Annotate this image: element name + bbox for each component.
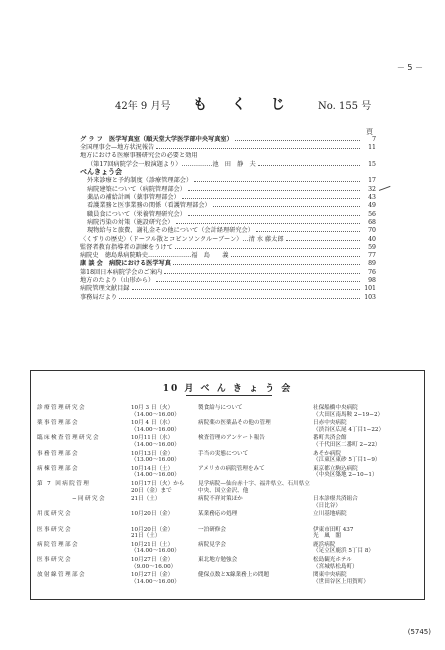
toc-entry-page: 40 [368,235,376,243]
table-of-contents [80,135,376,301]
schedule-venue-line: 光 風 閣 [313,533,341,540]
schedule-date [131,481,193,494]
toc-entry-title: 康 談 会 病院における医学写真 [80,260,171,268]
schedule-group-name [37,435,129,442]
schedule-group-name [37,405,129,412]
schedule-date [131,405,193,418]
schedule-group-name-line: 医事研究会 [37,526,72,533]
toc-entry-title: 第18回日本病院学会のご案内 [80,268,163,276]
schedule-topic-line: 病院不祥対策ほか [198,496,243,503]
schedule-topic [198,420,313,427]
footer-code: (5745) [407,628,431,636]
toc-entry-page: 7 [372,136,376,143]
toc-entry-page: 32 [368,185,376,193]
toc-entry-title: 職員食について（栄養管理研究会） [87,210,186,218]
toc-leader-dots [188,210,360,216]
schedule-venue-line: （日比谷） [313,502,341,509]
schedule-topic [198,481,313,494]
schedule-topic [198,542,313,549]
schedule-date-line: 10月27日（金） [131,572,174,579]
toc-leader-dots [188,185,360,191]
page-column-label: 頁 [366,128,373,136]
schedule-group-name-line: 事務管理部会 [37,450,79,457]
schedule-date-line: 10月20日（金） [131,511,174,518]
schedule-date-line: 10月27日（金） [131,557,174,563]
schedule-venue [313,527,423,540]
schedule-venue-line: 松島観光ホテル [313,557,352,563]
schedule-date [131,557,193,570]
toc-entry-title: 〈くすりの歴史〉（ドーフル散とコビンソンクルーブーン）…清 水 藤太郎 [80,235,284,243]
toc-entry-page: 17 [368,177,376,185]
schedule-venue-line: （大田区南馬鞍 2−19−2） [313,411,384,418]
schedule-venue [313,572,423,585]
schedule-date-line: （13.00〜16.00） [131,457,180,464]
schedule-group-name [37,496,129,503]
schedule-venue [313,420,423,433]
schedule-date-line: （9.00〜16.00） [131,563,177,570]
schedule-date-line: 21日（土） [131,533,161,540]
toc-entry-title: 病院建築について（病院管理部会） [87,185,186,193]
toc-entry-title: 外来診療と予約制度（診療管理部会） [87,177,193,185]
schedule-venue-line: （渋谷区広尾 4丁目1−22） [313,426,385,433]
schedule-venue-line: 立川基地病院 [313,511,347,518]
schedule-group-name [37,511,129,518]
toc-leader-dots [175,243,360,249]
toc-entry-title: べんきょう会 [80,168,122,177]
schedule-date-line: （14.00〜16.00） [131,472,180,479]
schedule-date [131,542,193,555]
schedule-title-rule [186,395,272,396]
toc-entry [80,218,376,226]
toc-leader-dots [119,293,360,299]
schedule-venue [313,557,423,570]
schedule-topic [198,466,313,473]
schedule-date [131,527,193,540]
toc-leader-dots [156,143,360,149]
schedule-topic [198,451,313,458]
schedule-topic-line: 見学病院—仙台赤十字、福井県立、石川県立中央、国立金沢、他 [198,481,310,494]
toc-entry-title: 病院史 徳島県病院略史…………………福 島 義 [80,252,229,260]
toc-entry [80,168,376,176]
toc-entry-page: 89 [368,260,376,268]
schedule-topic [198,527,313,534]
schedule-date-line: 10月13日（金） [131,450,174,457]
toc-entry [80,235,376,243]
toc-entry-title: 事務局だより [80,293,118,301]
schedule-group-name-line: 医事研究会 [37,557,72,563]
schedule-date-line: 21日（土） [131,496,161,503]
schedule-venue-line: あそか病院 [313,450,341,457]
toc-entry-title: 病院汚染の対策（施設研究会） [87,218,174,226]
toc-entry [80,193,376,201]
toc-leader-dots [213,201,360,207]
schedule-group-name [37,557,129,564]
toc-entry-page: 77 [368,252,376,260]
schedule-topic [198,435,313,442]
schedule-date-line: 10月21日（土） [131,541,174,548]
schedule-venue-line: 社保船橋中央病院 [313,405,358,411]
schedule-date [131,466,193,479]
schedule-box [30,370,425,600]
schedule-topic [198,496,313,503]
toc-entry [80,185,376,193]
toc-leader-dots [256,226,360,232]
schedule-venue-line: （世田谷区上用賀町） [313,578,369,585]
schedule-group-name-line: 診療管理研究会 [37,405,86,411]
schedule-group-name [37,466,129,473]
schedule-date-line: 10月20日（金） [131,526,174,533]
schedule-date-line: （14.00〜16.00） [131,441,180,448]
toc-entry-title: 全国理事会—地方状況報告 [80,144,155,152]
schedule-venue [313,451,423,464]
schedule-group-name [37,542,129,549]
schedule-date-line: 10月14日（土） [131,465,174,472]
schedule-venue-line: 伊東市田町 437 [313,526,354,533]
toc-leader-dots [235,135,360,141]
schedule-venue [313,405,423,418]
schedule-topic [198,572,313,579]
schedule-topic-line: アメリカの病院管理をみて [198,465,265,472]
schedule-date [131,511,193,518]
schedule-venue-line: 東京都立駒込病院 [313,465,358,472]
toc-leader-dots [231,251,361,257]
toc-leader-dots [176,218,360,224]
toc-entry [80,259,376,267]
schedule-group-name-line: −同研究会 [37,496,107,503]
toc-entry [80,176,376,184]
schedule-date-line: 20日（金）まで [131,487,172,494]
schedule-venue-line: （中央区築地 2−10−1） [313,472,378,479]
schedule-topic-line: 検査管理のアンケート報告 [198,435,265,442]
schedule-group-name-line: 病院管理部会 [37,541,79,548]
toc-entry [80,276,376,284]
schedule-date-line: 10月17日（火）から [131,481,185,487]
schedule-date-line: （14.00〜16.00） [131,426,180,433]
toc-entry-page: 59 [368,243,376,251]
schedule-topic-line: 健保点数とX線業務上の問題 [198,572,270,579]
toc-entry-title: 薬品の補給計画（薬事管理部会） [87,194,180,202]
schedule-venue [313,511,423,518]
schedule-venue-line: 日本診療共済組合 [313,496,358,503]
toc-leader-dots [173,259,360,265]
toc-entry-page: 15 [368,160,376,168]
schedule-date-line: （14.00〜16.00） [131,411,180,418]
schedule-topic [198,511,313,518]
toc-entry-page: 98 [368,277,376,285]
toc-entry-title: 監督者教育指導者の訓練をうけて [80,243,173,251]
toc-entry-title: グ ラ フ 医学写真室（順天堂大学医学部中央写真室） [80,136,233,143]
toc-entry-page: 11 [368,144,376,152]
toc-entry-title: 看護業務と医事業務の関係（看護管理部会） [87,202,211,210]
toc-entry-page: 56 [368,210,376,218]
toc-entry-page: 49 [368,202,376,210]
schedule-date [131,435,193,448]
toc-leader-dots [182,193,360,199]
toc-entry [80,201,376,209]
page-number: － 5 － [396,63,423,72]
schedule-venue-line: 関東中央病院 [313,572,347,579]
toc-entry [80,152,376,160]
toc-leader-dots [194,176,360,182]
schedule-venue-line: （宮城県松島町） [313,563,358,570]
schedule-topic-line: 製食給与について [198,405,243,411]
schedule-group-name [37,527,129,534]
toc-entry-title: 地方のたより（山形から） [80,277,155,285]
toc-entry-title: 現物給与と旅費、謝礼金その他について（会計経理研究会） [87,227,254,235]
schedule-venue-line: （足立区鹿浜 5丁目 8） [313,548,375,555]
issue-date: 42年 9 月号 [115,101,171,112]
toc-entry [80,293,376,301]
page-title: も く じ [193,97,295,113]
toc-entry [80,243,376,251]
toc-entry [80,251,376,259]
schedule-topic-line: 一泊研修会 [198,526,226,533]
toc-leader-dots [258,160,360,166]
toc-entry-page: 43 [368,194,376,202]
toc-entry [80,210,376,218]
schedule-group-name-line: 第 7 回病院管理 [37,481,91,487]
toc-entry [80,143,376,151]
schedule-venue-line: 鹿浜病院 [313,541,336,548]
schedule-group-name-line: 用度研究会 [37,511,72,518]
schedule-group-name-line: 臨床検査管理研究会 [37,435,100,442]
schedule-group-name [37,572,129,579]
schedule-date-line: 10月 3 日（火） [131,405,174,411]
schedule-topic-line: 某業務応の処理 [198,511,238,518]
toc-leader-dots [132,284,361,290]
schedule-date [131,451,193,464]
schedule-topic [198,557,313,564]
schedule-date-line: （14.00〜16.00） [131,548,180,555]
schedule-date-line: 10月11日（水） [131,435,174,442]
toc-entry-title: （第17回病院学会一般演題より）……………池 田 静 夫 [87,160,256,168]
schedule-group-name [37,451,129,458]
schedule-topic-line: 病院薬の医薬品その他の管理 [198,420,271,427]
schedule-topic-line: 手当の実態について [198,450,249,457]
schedule-date [131,420,193,433]
schedule-date [131,496,193,503]
schedule-date-line: 10月 4 日（水） [131,420,174,427]
toc-entry-page: 101 [364,285,376,293]
schedule-title: 10 月 べ ん き ょ う 会 [162,384,293,394]
toc-entry-page: 70 [368,227,376,235]
toc-entry [80,226,376,234]
schedule-group-name-line: 放射線管理部会 [37,572,86,579]
schedule-venue [313,435,423,448]
schedule-date [131,572,193,585]
schedule-date-line: （14.00〜16.00） [131,578,180,585]
schedule-venue-line: 日赤中央病院 [313,420,347,427]
toc-leader-dots [164,268,360,274]
toc-entry-title: 病院管理文献目録 [80,285,130,293]
toc-entry [80,284,376,292]
schedule-topic-line: 東北地方勉強会 [198,557,238,563]
toc-entry [80,268,376,276]
toc-entry-title: 地方における医療事務研究会の必要と効用 [80,151,198,159]
schedule-venue [313,466,423,479]
toc-leader-dots [156,276,360,282]
toc-entry [80,135,376,143]
schedule-venue-line: （千代田区二番町 2−22） [313,441,381,448]
schedule-group-name [37,420,129,427]
check-mark [378,182,391,191]
schedule-topic-line: 病院見学会 [198,541,226,548]
schedule-group-name-line: 病棟管理部会 [37,465,79,472]
schedule-venue [313,496,423,509]
toc-entry-page: 76 [368,268,376,276]
schedule-topic [198,405,313,412]
toc-entry-page: 103 [364,293,376,301]
toc-leader-dots [286,235,360,241]
toc-entry-page: 68 [368,218,376,226]
schedule-venue [313,542,423,555]
schedule-venue-line: （江東区東砂 5丁目1−9） [313,457,381,464]
schedule-venue-line: 番町共済会館 [313,435,347,442]
schedule-group-name-line: 薬事管理部会 [37,420,79,427]
schedule-group-name [37,481,129,488]
issue-number: No. 155 号 [318,101,372,112]
toc-entry [80,160,376,168]
